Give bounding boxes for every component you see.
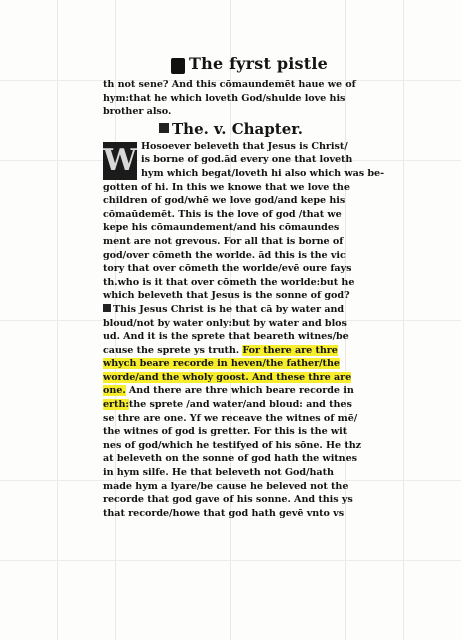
text-line: ment are not grevous. For all that is borne of bbox=[103, 235, 344, 247]
text-line: god/over cōmeth the worlde. ād this is the vic bbox=[103, 249, 346, 261]
highlighted-text: whych beare recorde in heven/the father/the bbox=[103, 358, 340, 370]
chapter-body-paragraph-2 bbox=[103, 303, 379, 521]
text-line bbox=[103, 439, 379, 453]
text-segment: bloud/not by water only:but by water and blos bbox=[103, 317, 347, 329]
text-segment: at beleveth on the sonne of god hath the witnes bbox=[103, 453, 358, 465]
highlighted-text: erth: bbox=[103, 399, 129, 411]
drop-cap-letter: W bbox=[103, 142, 137, 178]
text-segment: that recorde/howe that god hath gevē vnto vs bbox=[103, 507, 345, 519]
text-line: hym:that he which loveth God/shulde love his bbox=[103, 92, 346, 104]
text-line bbox=[103, 357, 379, 371]
text-line bbox=[103, 452, 379, 466]
text-line bbox=[103, 384, 379, 398]
running-head bbox=[103, 50, 379, 78]
chapter-heading bbox=[103, 120, 379, 138]
text-segment: recorde that god gave of his sonne. And this ys bbox=[103, 494, 353, 506]
highlighted-text: For there are thre bbox=[242, 344, 338, 356]
text-line: hym which begat/loveth hi also which was be- bbox=[141, 167, 385, 179]
text-line: th.who is it that over cōmeth the worlde:but he bbox=[103, 276, 355, 288]
text-line bbox=[103, 507, 379, 521]
text-line: which beleveth that Jesus is the sonne of god? bbox=[103, 290, 350, 302]
paragraph-mark-icon bbox=[171, 58, 185, 74]
chapter-opening bbox=[103, 140, 385, 181]
text-line bbox=[103, 493, 379, 507]
grid-line bbox=[0, 560, 461, 561]
text-line: is borne of god.ād every one that loveth bbox=[141, 154, 353, 166]
text-line: Hosoever beleveth that Jesus is Christ/ bbox=[141, 140, 348, 152]
text-line: gotten of hi. In this we knowe that we love the bbox=[103, 181, 350, 193]
text-segment: ud. And it is the sprete that beareth witnes/be bbox=[103, 331, 349, 343]
bible-text-column bbox=[103, 50, 385, 520]
text-line bbox=[103, 398, 379, 412]
drop-cap-lines bbox=[103, 140, 385, 181]
text-line bbox=[103, 480, 379, 494]
text-line: brother also. bbox=[103, 106, 172, 118]
text-line bbox=[103, 425, 379, 439]
text-line bbox=[103, 330, 379, 344]
text-line: cōmaūdemēt. This is the love of god /that we bbox=[103, 208, 342, 220]
text-line bbox=[103, 344, 379, 358]
text-segment: made hym a lyare/be cause he beleved not the bbox=[103, 480, 349, 492]
text-line: tory that over cōmeth the worlde/evē oure fays bbox=[103, 263, 352, 275]
paragraph-mark-icon bbox=[103, 304, 111, 312]
preceding-text bbox=[103, 78, 379, 119]
text-segment: se thre are one. Yf we receave the witnes of mē/ bbox=[103, 412, 358, 424]
text-segment: This Jesus Christ is he that cā by water and bbox=[113, 303, 345, 315]
text-line: children of god/whē we love god/and kepe his bbox=[103, 195, 346, 207]
text-segment: in hym silfe. He that beleveth not God/hath bbox=[103, 467, 334, 479]
text-line: th not sene? And this cōmaundemēt haue we of bbox=[103, 79, 356, 90]
text-segment: cause the sprete ys truth. bbox=[103, 344, 243, 356]
text-segment: And there are thre which beare recorde in bbox=[125, 385, 354, 397]
text-segment: nes of god/which he testifyed of his sōne. He thz bbox=[103, 439, 362, 451]
text-line bbox=[103, 317, 379, 331]
paragraph-mark-icon bbox=[159, 123, 169, 133]
running-head-title: The fyrst pistle bbox=[189, 54, 328, 73]
highlighted-text: one. bbox=[103, 385, 126, 397]
text-line bbox=[103, 371, 379, 385]
chapter-heading-text: The. v. Chapter. bbox=[172, 119, 303, 138]
text-line bbox=[103, 303, 379, 317]
text-segment: the witnes of god is gretter. For this is the wit bbox=[103, 426, 348, 438]
highlighted-text: worde/and the wholy goost. And these thre are bbox=[103, 371, 352, 383]
chapter-body bbox=[103, 181, 379, 303]
text-line bbox=[103, 466, 379, 480]
text-line: kepe his cōmaundement/and his cōmaundes bbox=[103, 222, 340, 234]
text-line bbox=[103, 412, 379, 426]
text-segment: the sprete /and water/and bloud: and thes bbox=[128, 399, 352, 411]
